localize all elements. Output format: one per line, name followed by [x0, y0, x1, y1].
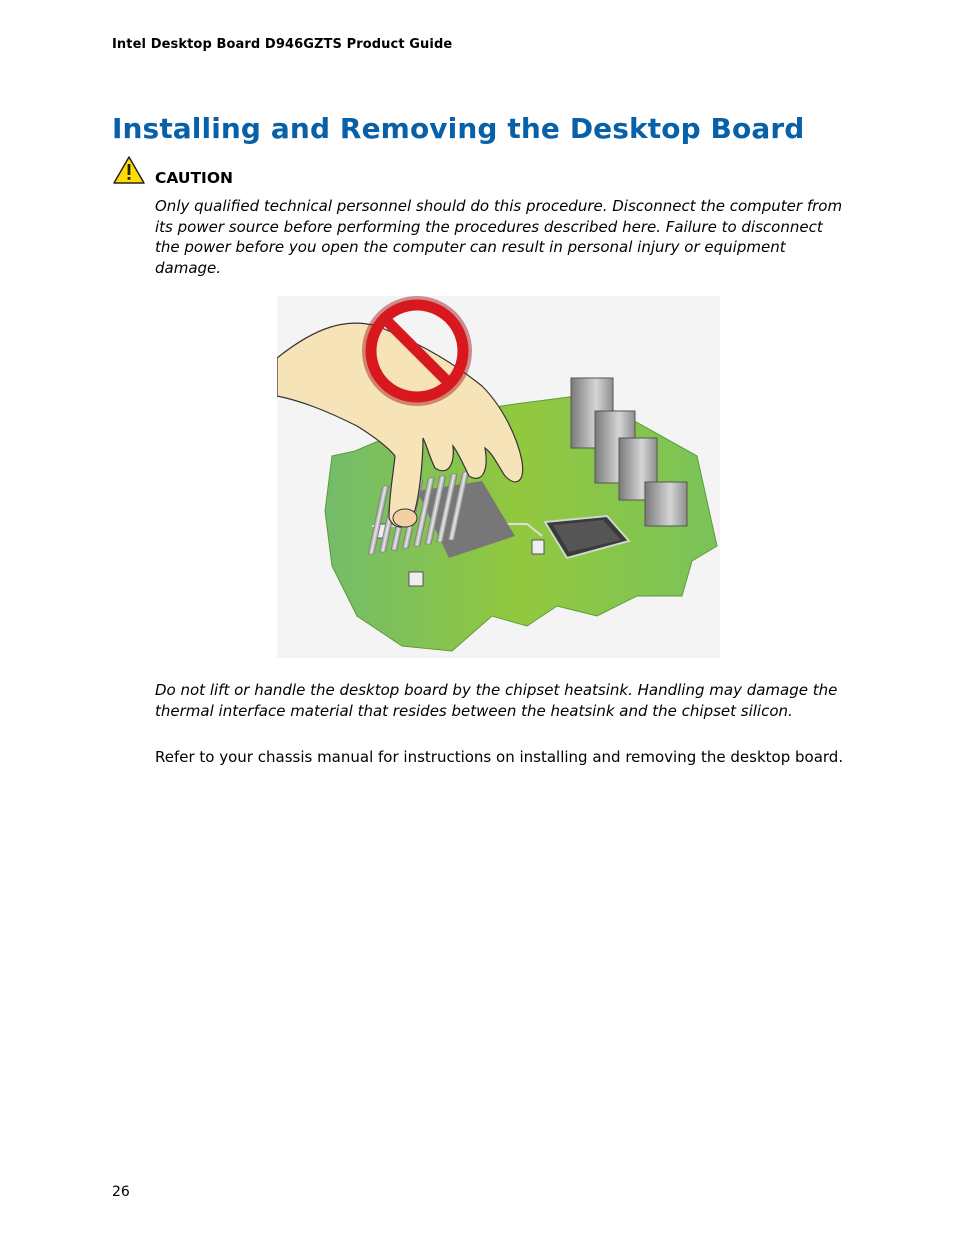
chassis-manual-paragraph: Refer to your chassis manual for instructions on installing and removing the desktop board. [155, 748, 844, 766]
board-handling-figure [277, 296, 720, 658]
page-title: Installing and Removing the Desktop Board [112, 112, 805, 145]
warning-triangle-icon [112, 155, 146, 185]
running-header: Intel Desktop Board D946GZTS Product Guide [112, 37, 453, 52]
heatsink-warning-text: Do not lift or handle the desktop board by the chipset heatsink. Handling may damage the thermal interface material that resides between the heatsink and the chipset silicon. [155, 681, 838, 720]
caution-label: CAUTION [155, 169, 233, 187]
caution-text: Only qualified technical personnel should do this procedure. Disconnect the computer from its power source before performing the procedures described here. Failure to disconnect the power before you open the computer can result in personal injury or equipment damage. [155, 197, 843, 277]
page-number: 26 [112, 1184, 130, 1200]
